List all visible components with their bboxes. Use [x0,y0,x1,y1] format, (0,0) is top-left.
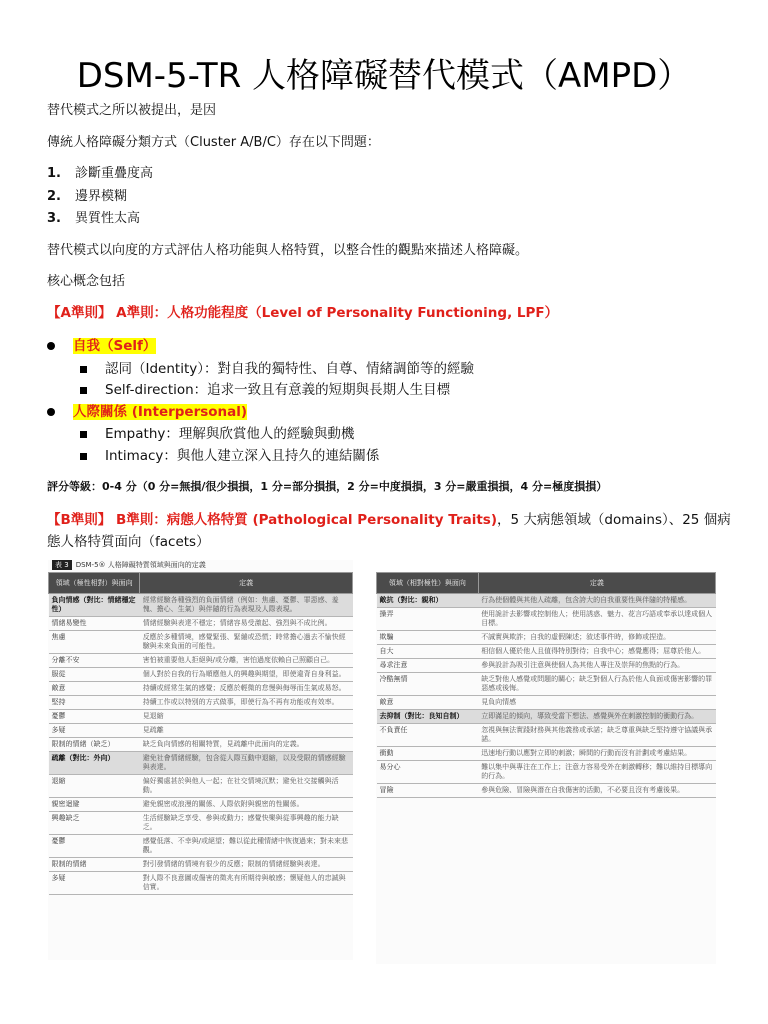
row-term: 多疑 [49,724,140,738]
row-definition: 情緒經驗與表達不穩定；情緒容易受激起、強烈與不成比例。 [140,617,353,631]
row-definition: 持續或經常生氣的感覺；反應於輕微的怠慢與侮辱而生氣或易怒。 [140,682,353,696]
table-row [377,724,716,747]
row-definition: 使用詭計去影響或控制他人；使用誘惑、魅力、花言巧語或奉承以達成個人目標。 [478,608,715,631]
row-definition: 見疏離 [140,724,353,738]
trait-table-left [48,572,353,895]
row-definition: 個人對於自我的行為順應他人的興趣與期望，即使違背自身利益。 [140,668,353,682]
table-row [49,775,353,798]
table-row [49,858,353,872]
table-row [49,872,353,895]
section-b-heading [47,509,737,553]
row-term: 去抑制（對比：良知自制） [377,710,479,724]
row-definition: 反應於多種情境，感覺緊張、緊繃或恐慌；時常擔心過去不愉快經驗與未來負面的可能性。 [140,631,353,654]
row-term: 焦慮 [49,631,140,654]
table-row [49,654,353,668]
square-bullet-icon [80,366,87,373]
trait-table-right [376,572,716,798]
domain-row [377,710,716,724]
row-term: 尋求注意 [377,659,479,673]
bullet-dot-icon [47,342,55,350]
self-item-text: 認同（Identity）：對自我的獨特性、自尊、情緒調節等的經驗 [105,361,474,377]
inter-item-intimacy [80,446,379,466]
core-concept-label: 核心概念包括 [47,274,126,289]
table-row [377,761,716,784]
row-definition: 立即滿足的傾向，導致受當下想法、感覺與外在刺激控制的衝動行為。 [478,710,715,724]
row-term: 堅持 [49,696,140,710]
table-row [49,631,353,654]
domain-row [49,594,353,617]
intro-line-2: 傳統人格障礙分類方式（Cluster A/B/C）存在以下問題： [47,135,380,150]
self-item-direction [80,380,450,400]
table-caption-text: DSM-5® 人格障礙特質領域與面向的定義 [75,561,206,569]
row-term: 欺騙 [377,631,479,645]
table-row [377,747,716,761]
square-bullet-icon [80,453,87,460]
row-definition: 忽視與無法實踐財務與其他義務或承諾；缺乏尊重與缺乏堅持遵守協議與承諾。 [478,724,715,747]
row-term: 疏離（對比：外向） [49,752,140,775]
row-definition: 難以集中與專注在工作上；注意力容易受外在刺激轉移；難以維持目標導向的行為。 [478,761,715,784]
inter-item-empathy [80,424,354,444]
row-term: 冷酷無情 [377,673,479,696]
problem-text: 異質性太高 [75,211,141,226]
row-term: 親密迴避 [49,798,140,812]
row-term: 多疑 [49,872,140,895]
table-row [49,738,353,752]
row-term: 敵意 [377,696,479,710]
table-caption [52,560,206,570]
square-bullet-icon [80,387,87,394]
table-row [377,673,716,696]
row-definition: 偏好獨處甚於與他人一起；在社交情境沉默；避免社交接觸與活動。 [140,775,353,798]
row-term: 退縮 [49,775,140,798]
page-title: DSM-5-TR 人格障礙替代模式（AMPD） [76,56,692,96]
table-row [377,659,716,673]
inter-item-text: Intimacy：與他人建立深入且持久的連結關係 [105,448,380,464]
table-row [49,617,353,631]
problem-text: 診斷重疊度高 [75,166,154,181]
row-definition: 缺乏負向情感的相關特質，見疏離中此面向的定義。 [140,738,353,752]
self-label: 自我（Self） [73,338,157,354]
row-definition: 感覺低落、不幸與/或絕望；難以從此種情緒中恢復過來；對未來悲觀。 [140,835,353,858]
table-row [377,784,716,798]
rating-scale: 評分等級：0-4 分（0 分=無損/很少損損，1 分=部分損損，2 分=中度損損，3 分=嚴重損損，4 分=極度損損） [47,480,608,493]
problem-item-3 [47,210,140,228]
table-header-def: 定義 [140,573,353,594]
row-term: 分離不安 [49,654,140,668]
bullet-dot-icon [47,408,55,416]
problem-num: 3. [47,211,61,226]
table-row [377,608,716,631]
self-item-text: Self-direction：追求一致且有意義的短期與長期人生目標 [105,382,451,398]
trait-table-left-image [48,560,353,960]
problem-num: 2. [47,189,61,204]
row-term: 限制的情緒 [49,858,140,872]
domain-row [49,752,353,775]
row-definition: 行為使個體與其他人疏離，包含誇大的自我重要性與伴隨的特權感。 [478,594,715,608]
table-row [49,668,353,682]
row-term: 操弄 [377,608,479,631]
row-definition: 避免親密或浪漫的關係、人際依附與親密的性關係。 [140,798,353,812]
interpersonal-label: 人際關係 (Interpersonal) [73,404,248,420]
table-row [377,696,716,710]
row-term: 自大 [377,645,479,659]
row-term: 憂鬱 [49,710,140,724]
row-definition: 參與設計為吸引注意與使個人為其他人專注及崇拜的焦點的行為。 [478,659,715,673]
row-term: 不負責任 [377,724,479,747]
table-row [49,835,353,858]
row-term: 服從 [49,668,140,682]
table-row [49,724,353,738]
row-term: 冒險 [377,784,479,798]
row-definition: 經常經驗各種強烈的負面情緒（例如：焦慮、憂鬱、罪惡感、羞愧、擔心、生氣）與伴隨的行為表現及人際表現。 [140,594,353,617]
trait-table-right-image [376,572,716,964]
section-b-heading-red: 【B準則】 B準則：病態人格特質 (Pathological Personality Traits) [47,512,497,528]
row-definition: 迅速地行動以應對立即的刺激；瞬間的行動而沒有計劃或考慮結果。 [478,747,715,761]
row-definition: 對引發情緒的情境有很少的反應；限制的情緒經驗與表達。 [140,858,353,872]
row-term: 敵抗（對比：親和） [377,594,479,608]
row-term: 衝動 [377,747,479,761]
row-definition: 對人際不良意圖或傷害的徵兆有所期待與敏感；懷疑他人的忠誠與信實。 [140,872,353,895]
table-row [49,798,353,812]
section-b-heading-rest: ，5 大病態領域（domains）、25 個病態人格特質面向（facets） [47,512,731,550]
problem-item-1 [47,165,153,183]
table-row [49,710,353,724]
table-header-def: 定義 [478,573,715,594]
table-row [377,631,716,645]
row-term: 負向情感（對比：情緒穩定性） [49,594,140,617]
row-term: 憂鬱 [49,835,140,858]
row-term: 易分心 [377,761,479,784]
row-definition: 不誠實與欺詐；自我的虛假陳述；敘述事件時，修飾或捏造。 [478,631,715,645]
self-item-identity [80,359,474,379]
table-row [377,645,716,659]
row-definition: 避免社會情緒經驗，包含從人際互動中退縮，以及受限的情感經驗與表達。 [140,752,353,775]
row-definition: 害怕被重要他人拒絕與/或分離，害怕過度依賴自己照顧自己。 [140,654,353,668]
row-definition: 見退縮 [140,710,353,724]
row-definition: 見負向情感 [478,696,715,710]
row-term: 情緒易變性 [49,617,140,631]
row-term: 興趣缺乏 [49,812,140,835]
square-bullet-icon [80,431,87,438]
table-header-term: 領域（相對極性）與面向 [377,573,479,594]
table-header-term: 領域（極性相對）與面向 [49,573,140,594]
interpersonal-bullet [47,402,247,422]
problem-num: 1. [47,166,61,181]
row-definition: 參與危險、冒險與潛在自我傷害的活動，不必要且沒有考慮後果。 [478,784,715,798]
table-row [49,696,353,710]
self-bullet [47,336,156,356]
problem-text: 邊界模糊 [75,189,128,204]
problem-item-2 [47,188,127,206]
row-definition: 持續工作或以特別的方式做事，即使行為不再有功能或有效率。 [140,696,353,710]
domain-row [377,594,716,608]
table-row [49,682,353,696]
row-term: 敵意 [49,682,140,696]
section-a-heading: 【A準則】 A準則：人格功能程度（Level of Personality Functioning, LPF） [47,305,559,321]
intro-line-1: 替代模式之所以被提出，是因 [47,103,217,118]
row-definition: 生活經驗缺乏享受、參與或動力；感覺快樂與從事興趣的能力缺乏。 [140,812,353,835]
row-term: 限制的情緒（缺乏） [49,738,140,752]
inter-item-text: Empathy：理解與欣賞他人的經驗與動機 [105,426,355,442]
table-row [49,812,353,835]
table-caption-box: 表 3 [52,560,72,570]
dimension-paragraph: 替代模式以向度的方式評估人格功能與人格特質，以整合性的觀點來描述人格障礙。 [47,243,529,258]
row-definition: 缺乏對他人感覺或問題的關心；缺乏對個人行為於他人負面或傷害影響的罪惡感或後悔。 [478,673,715,696]
row-definition: 相信個人優於他人且值得特別對待；自我中心；感覺應得；屈尊於他人。 [478,645,715,659]
